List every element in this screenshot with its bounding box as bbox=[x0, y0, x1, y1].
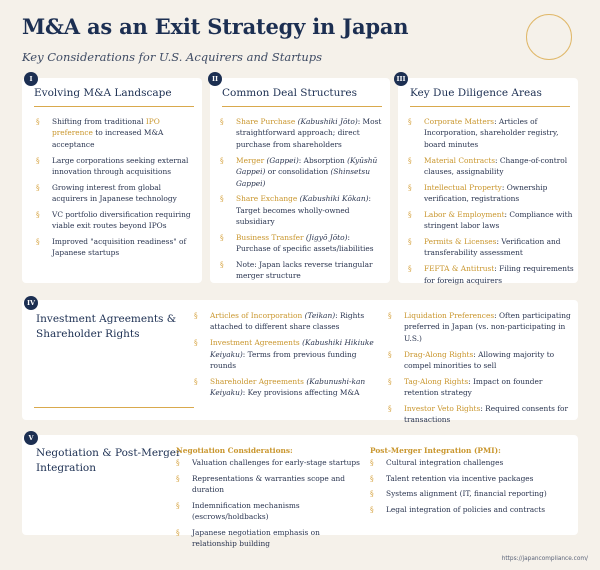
section-icon: § bbox=[370, 489, 374, 499]
gold-divider bbox=[34, 106, 194, 107]
section-icon: § bbox=[220, 155, 224, 165]
list-item: § Intellectual Property: Ownership verification, registrations bbox=[408, 182, 548, 204]
list-item: § Legal integration of policies and contracts bbox=[370, 504, 546, 514]
card-title: Common Deal Structures bbox=[222, 87, 357, 99]
section-badge: I bbox=[24, 72, 38, 86]
left-item-list bbox=[194, 310, 384, 403]
section-icon: § bbox=[370, 458, 374, 467]
section-icon: § bbox=[220, 232, 224, 242]
list-item: § Corporate Matters: Articles of Incorporation, shareholder registry, board minutes bbox=[408, 117, 559, 149]
card-title: Investment Agreements & Shareholder Rights bbox=[36, 313, 177, 341]
list-item: § Talent retention via incentive packages bbox=[370, 473, 534, 483]
right-item-list bbox=[370, 457, 570, 520]
section-icon: § bbox=[220, 117, 224, 126]
decorative-circle bbox=[526, 14, 572, 60]
list-item: § Improved "acquisition readiness" of Japanese startups bbox=[36, 236, 187, 258]
list-item: § Systems alignment (IT, financial reporting) bbox=[370, 489, 547, 499]
list-item: § Share Exchange (Kabushiki Kōkan): Target becomes wholly-owned subsidiary bbox=[220, 194, 371, 227]
list-item: § Cultural integration challenges bbox=[370, 458, 504, 467]
list-item: § Labor & Employment: Compliance with stringent labor laws bbox=[408, 209, 573, 231]
list-item: § Share Purchase (Kabushiki Jōto): Most straightforward approach; direct purchase from shareholders bbox=[220, 117, 382, 149]
section-icon: § bbox=[370, 504, 374, 514]
section-icon: § bbox=[388, 403, 392, 413]
card-title: Key Due Diligence Areas bbox=[410, 87, 542, 99]
list-item: § Articles of Incorporation (Teikan): Rights attached to different share classes bbox=[194, 311, 365, 332]
gold-divider bbox=[34, 407, 194, 408]
list-item: § Investment Agreements (Kabushiki Hikiuke Keiyaku): Terms from previous funding rounds bbox=[194, 338, 374, 371]
section-icon: § bbox=[194, 376, 198, 386]
negotiation-subheading: Negotiation Considerations: bbox=[176, 446, 293, 455]
section-icon: § bbox=[408, 264, 412, 274]
section-icon: § bbox=[388, 311, 392, 320]
list-item: § Business Transfer (Jigyō Jōto): Purchase of specific assets/liabilities bbox=[220, 232, 374, 254]
list-item: § Liquidation Preferences: Often participating preferred in Japan (vs. non-participating in U.S.) bbox=[388, 311, 571, 343]
page-title: M&A as an Exit Strategy in Japan bbox=[22, 14, 409, 39]
item-list bbox=[408, 116, 574, 290]
section-icon: § bbox=[36, 182, 40, 192]
list-item: § Indemnification mechanisms (escrows/holdbacks) bbox=[176, 500, 300, 522]
section-icon: § bbox=[408, 236, 412, 246]
section-icon: § bbox=[36, 209, 40, 219]
item-list bbox=[36, 116, 196, 263]
footer-url[interactable]: https://japancompliance.com/ bbox=[501, 556, 588, 562]
section-icon: § bbox=[408, 117, 412, 126]
page-subtitle: Key Considerations for U.S. Acquirers and Startups bbox=[22, 50, 323, 64]
section-icon: § bbox=[408, 209, 412, 219]
left-item-list bbox=[176, 457, 366, 554]
list-item: § Large corporations seeking external innovation through acquisitions bbox=[36, 155, 189, 177]
section-icon: § bbox=[408, 182, 412, 192]
section-icon: § bbox=[36, 117, 40, 126]
item-list bbox=[220, 116, 386, 286]
section-icon: § bbox=[176, 527, 180, 537]
section-icon: § bbox=[36, 155, 40, 165]
list-item: § Shifting from traditional IPO preference to increased M&A acceptance bbox=[36, 117, 164, 149]
card-evolving-landscape bbox=[22, 75, 202, 283]
section-icon: § bbox=[220, 194, 224, 204]
section-icon: § bbox=[408, 155, 412, 165]
card-title: Negotiation & Post-Merger Integration bbox=[36, 447, 182, 475]
list-item: § Tag-Along Rights: Impact on founder retention strategy bbox=[388, 376, 543, 398]
card-negotiation bbox=[22, 434, 578, 549]
list-item: § FEFTA & Antitrust: Filing requirements for foreign acquirers bbox=[408, 264, 574, 285]
list-item: § Note: Japan lacks reverse triangular merger structure bbox=[220, 259, 373, 281]
section-icon: § bbox=[370, 473, 374, 483]
pmi-subheading: Post-Merger Integration (PMI): bbox=[370, 446, 501, 455]
section-badge: III bbox=[394, 72, 408, 86]
section-badge: IV bbox=[24, 296, 38, 310]
section-icon: § bbox=[194, 311, 198, 320]
list-item: § Representations & warranties scope and duration bbox=[176, 473, 346, 495]
section-icon: § bbox=[194, 338, 198, 348]
list-item: § Investor Veto Rights: Required consents for transactions bbox=[388, 403, 569, 425]
card-deal-structures bbox=[210, 75, 390, 283]
list-item: § Valuation challenges for early-stage startups bbox=[176, 458, 360, 467]
list-item: § Growing interest from global acquirers in Japanese technology bbox=[36, 182, 177, 204]
list-item: § Japanese negotiation emphasis on relationship building bbox=[176, 527, 320, 549]
card-investment-agreements bbox=[22, 299, 578, 425]
section-icon: § bbox=[176, 458, 180, 467]
gold-divider bbox=[222, 106, 382, 107]
section-icon: § bbox=[176, 473, 180, 483]
list-item: § VC portfolio diversification requiring viable exit routes beyond IPOs bbox=[36, 209, 191, 231]
section-icon: § bbox=[220, 259, 224, 269]
section-icon: § bbox=[388, 376, 392, 386]
section-icon: § bbox=[36, 236, 40, 246]
section-badge: II bbox=[208, 72, 222, 86]
section-icon: § bbox=[388, 349, 392, 359]
section-icon: § bbox=[176, 500, 180, 510]
list-item: § Drag-Along Rights: Allowing majority to compel minorities to sell bbox=[388, 349, 555, 371]
list-item: § Material Contracts: Change-of-control clauses, assignability bbox=[408, 155, 568, 177]
gold-divider bbox=[410, 106, 570, 107]
right-item-list bbox=[388, 310, 572, 430]
card-due-diligence bbox=[396, 75, 578, 285]
list-item: § Shareholder Agreements (Kabunushi-kan Keiyaku): Key provisions affecting M&A bbox=[194, 376, 366, 398]
card-title: Evolving M&A Landscape bbox=[34, 87, 172, 99]
list-item: § Merger (Gappei): Absorption (Kyūshū Gappei) or consolidation (Shinsetsu Gappei) bbox=[220, 155, 378, 188]
section-badge: V bbox=[24, 431, 38, 445]
list-item: § Permits & Licenses: Verification and transferability assessment bbox=[408, 236, 561, 258]
